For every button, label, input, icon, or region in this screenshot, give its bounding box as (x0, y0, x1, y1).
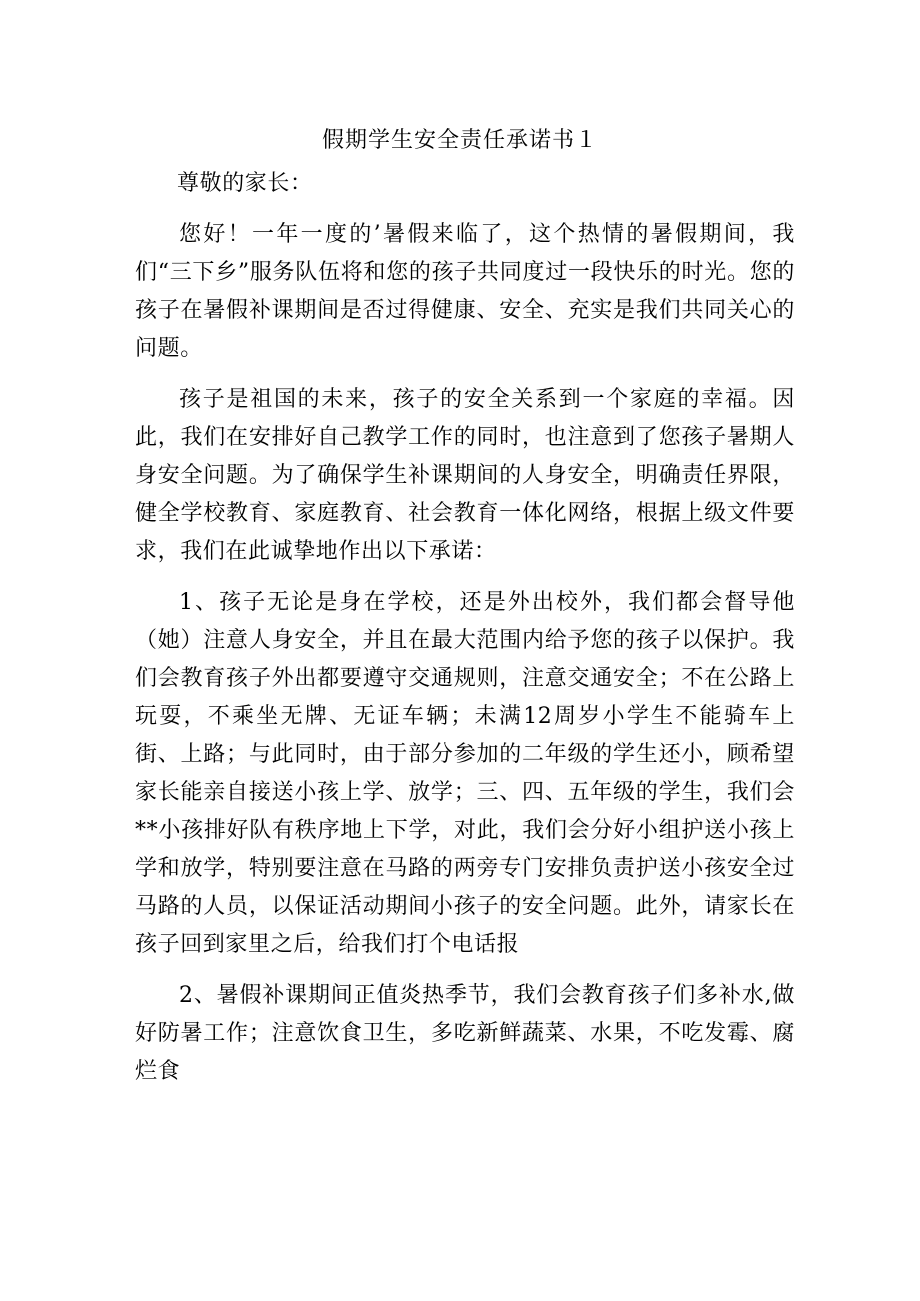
paragraph-purpose: 孩子是祖国的未来，孩子的安全关系到一个家庭的幸福。因此，我们在安排好自己教学工作的同时，也注意到了您孩子暑期人身安全问题。为了确保学生补课期间的人身安全，明确责任界限，健全学校教育、家庭教育、社会教育一体化网络，根据上级文件要求，我们在此诚挚地作出以下承诺： (135, 387, 795, 564)
salutation: 尊敬的家长： (177, 171, 313, 196)
paragraph-commitment-2: 2、暑假补课期间正值炎热季节，我们会教育孩子们多补水,做好防暑工作；注意饮食卫生，多吃新鲜蔬菜、水果，不吃发霉、腐烂食 (135, 983, 795, 1084)
document-title: 假期学生安全责任承诺书１ (321, 128, 598, 153)
paragraph-commitment-1: 1、孩子无论是身在学校，还是外出校外，我们都会督导他（她）注意人身安全，并且在最大范围内给予您的孩子以保护。我们会教育孩子外出都要遵守交通规则，注意交通安全；不在公路上玩耍，不乘坐无牌、无证车辆；未满12周岁小学生不能骑车上街、上路；与此同时，由于部分参加的二年级的学生还小，顾希望家长能亲自接送小孩上学、放学；三、四、五年级的学生，我们会**小孩排好队有秩序地上下学，对此，我们会分好小组护送小孩上学和放学，特别要注意在马路的两旁专门安排负责护送小孩安全过马路的人员，以保证活动期间小孩子的安全问题。此外，请家长在孩子回到家里之后，给我们打个电话报 (135, 590, 795, 957)
document-body (135, 165, 795, 1104)
paragraph-greeting: 您好！一年一度的’暑假来临了，这个热情的暑假期间，我们“三下乡”服务队伍将和您的孩子共同度过一段快乐的时光。您的孩子在暑假补课期间是否过得健康、安全、充实是我们共同关心的问题。 (135, 222, 795, 361)
